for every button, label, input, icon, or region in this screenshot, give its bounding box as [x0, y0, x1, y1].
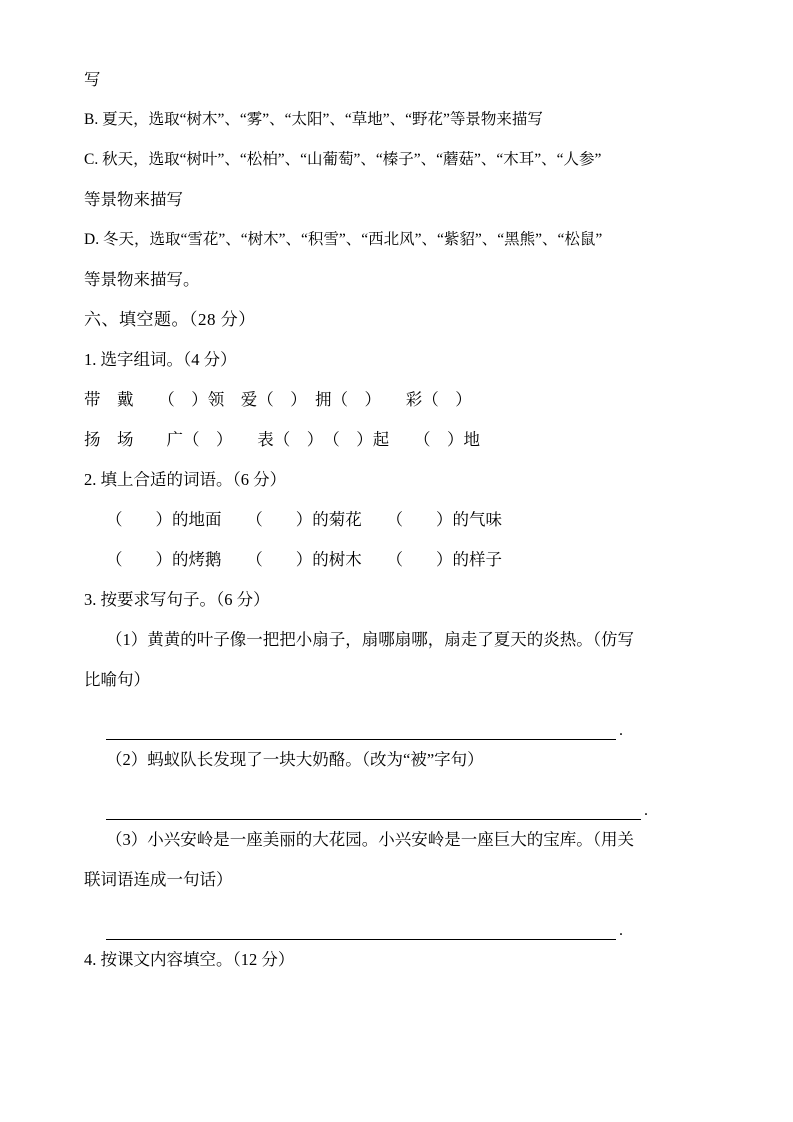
continuation-text: 写 [84, 70, 101, 89]
question-3-item-1-answer-blank[interactable] [84, 700, 709, 740]
question-3-item-1-line-2: 比喻句） [84, 670, 150, 689]
answer-period: . [619, 922, 623, 939]
option-b: B. 夏天，选取“树木”、“雾”、“太阳”、“草地”、“野花”等景物来描写 [84, 111, 543, 128]
option-d-continued: 等景物来描写。 [84, 270, 200, 289]
question-4-heading: 4. 按课文内容填空。（12 分） [84, 950, 295, 969]
option-c: C. 秋天，选取“树叶”、“松柏”、“山葡萄”、“榛子”、“蘑菇”、“木耳”、“人参” [84, 151, 602, 168]
question-3-item-3-line-2: 联词语连成一句话） [84, 870, 233, 889]
option-c-continued: 等景物来描写 [84, 190, 183, 209]
answer-rule [106, 919, 616, 940]
question-3-heading: 3. 按要求写句子。（6 分） [84, 590, 270, 609]
question-3-item-3-line-1: （3）小兴安岭是一座美丽的大花园。小兴安岭是一座巨大的宝库。（用关 [106, 830, 634, 849]
question-2-row-1: （ ）的地面 （ ）的菊花 （ ）的气味 [106, 510, 502, 529]
question-3-item-2-answer-blank[interactable] [84, 780, 709, 820]
question-3-item-3-answer-blank[interactable] [84, 900, 709, 940]
question-3-item-1-line-1: （1）黄黄的叶子像一把把小扇子，扇哪扇哪，扇走了夏天的炎热。（仿写 [106, 630, 634, 649]
answer-period: . [619, 722, 623, 739]
document-body [84, 60, 709, 980]
question-2-heading: 2. 填上合适的词语。（6 分） [84, 470, 287, 489]
option-d: D. 冬天，选取“雪花”、“树木”、“积雪”、“西北风”、“紫貂”、“黑熊”、“松鼠” [84, 231, 603, 248]
answer-rule [106, 719, 616, 740]
section-six-heading: 六、填空题。（28 分） [84, 310, 256, 329]
answer-rule [106, 799, 641, 820]
question-3-item-2-line-1: （2）蚂蚁队长发现了一块大奶酪。（改为“被”字句） [106, 750, 484, 769]
question-1-row-2: 扬 场 广（ ） 表（ ） （ ）起 （ ）地 [84, 430, 480, 449]
question-1-row-1: 带 戴 （ ）领 爱（ ） 拥（ ） 彩（ ） [84, 390, 472, 409]
question-2-row-2: （ ）的烤鹅 （ ）的树木 （ ）的样子 [106, 550, 502, 569]
question-1-heading: 1. 选字组词。（4 分） [84, 350, 237, 369]
answer-period: . [644, 802, 648, 819]
